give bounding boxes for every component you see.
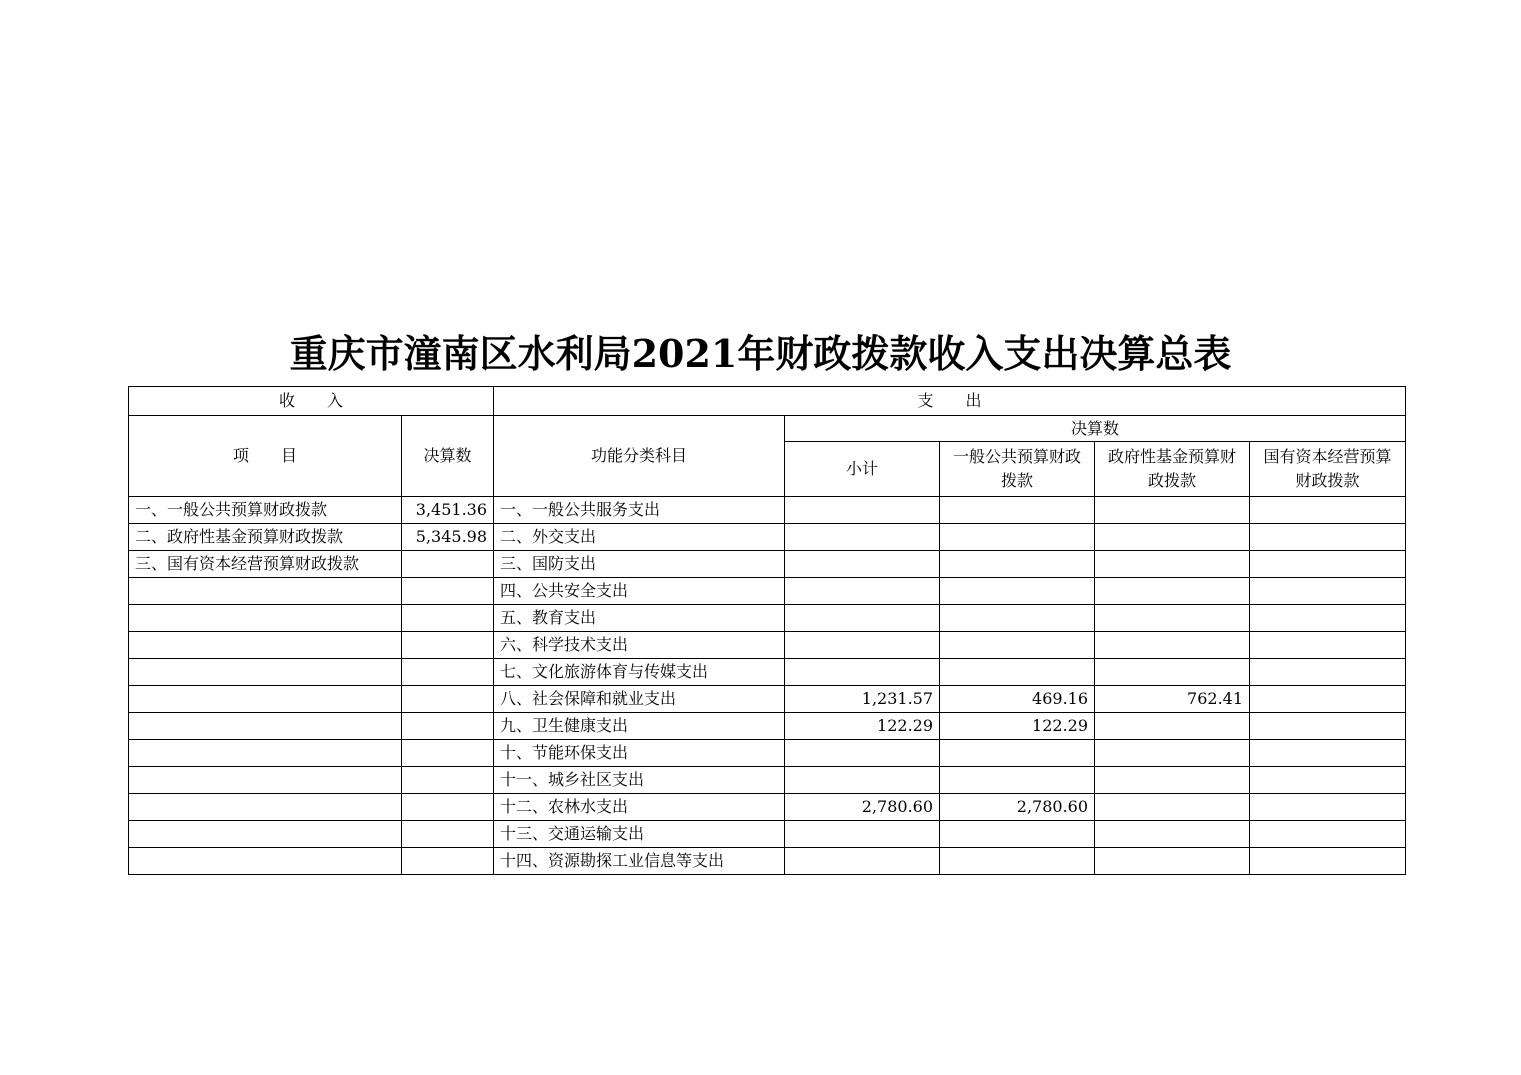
- header-row-2: [129, 416, 1406, 442]
- category-cell: 一、一般公共服务支出: [494, 497, 785, 524]
- category-cell: 四、公共安全支出: [494, 578, 785, 605]
- gov-fund-cell: 762.41: [1095, 686, 1250, 713]
- gov-fund-cell: [1095, 605, 1250, 632]
- category-cell: 六、科学技术支出: [494, 632, 785, 659]
- income-amount-cell: [402, 848, 494, 875]
- gov-fund-cell: [1095, 632, 1250, 659]
- income-item-cell: [129, 767, 402, 794]
- income-item-cell: 一、一般公共预算财政拨款: [129, 497, 402, 524]
- expense-header: 支 出: [494, 387, 1406, 416]
- general-budget-cell: [940, 578, 1095, 605]
- table-row: [129, 848, 1406, 875]
- category-cell: 二、外交支出: [494, 524, 785, 551]
- income-amount-cell: [402, 659, 494, 686]
- general-budget-cell: [940, 605, 1095, 632]
- income-amount-cell: [402, 713, 494, 740]
- gov-fund-cell: [1095, 848, 1250, 875]
- subtotal-cell: [785, 551, 940, 578]
- table-row: [129, 659, 1406, 686]
- general-budget-cell: [940, 767, 1095, 794]
- final-amount-header: 决算数: [785, 416, 1406, 442]
- income-amount-cell: [402, 740, 494, 767]
- gov-fund-cell: [1095, 659, 1250, 686]
- general-budget-cell: [940, 551, 1095, 578]
- general-budget-cell: 469.16: [940, 686, 1095, 713]
- income-item-cell: [129, 686, 402, 713]
- income-item-cell: [129, 632, 402, 659]
- income-item-cell: [129, 821, 402, 848]
- category-cell: 十四、资源勘探工业信息等支出: [494, 848, 785, 875]
- subtotal-cell: 122.29: [785, 713, 940, 740]
- table-row: [129, 740, 1406, 767]
- state-capital-cell: [1250, 821, 1406, 848]
- state-capital-cell: [1250, 497, 1406, 524]
- subtotal-cell: [785, 497, 940, 524]
- table-row: [129, 632, 1406, 659]
- gov-fund-cell: [1095, 578, 1250, 605]
- general-budget-cell: 2,780.60: [940, 794, 1095, 821]
- income-item-cell: [129, 605, 402, 632]
- general-budget-cell: [940, 632, 1095, 659]
- state-capital-cell: [1250, 713, 1406, 740]
- table-row: [129, 767, 1406, 794]
- table-row: [129, 821, 1406, 848]
- function-category-header: 功能分类科目: [494, 416, 785, 497]
- state-capital-cell: [1250, 605, 1406, 632]
- state-capital-cell: [1250, 740, 1406, 767]
- income-amount-cell: [402, 551, 494, 578]
- gov-fund-cell: [1095, 551, 1250, 578]
- gov-fund-cell: [1095, 524, 1250, 551]
- category-cell: 十一、城乡社区支出: [494, 767, 785, 794]
- table-row: [129, 497, 1406, 524]
- subtotal-cell: [785, 740, 940, 767]
- income-item-cell: [129, 740, 402, 767]
- gov-fund-cell: [1095, 821, 1250, 848]
- subtotal-cell: 1,231.57: [785, 686, 940, 713]
- page-title: 重庆市潼南区水利局2021年财政拨款收入支出决算总表: [289, 331, 1232, 376]
- subtotal-cell: [785, 605, 940, 632]
- subtotal-cell: [785, 578, 940, 605]
- income-item-cell: [129, 659, 402, 686]
- state-capital-budget-header: 国有资本经营预算财政拨款: [1250, 442, 1406, 497]
- state-capital-cell: [1250, 578, 1406, 605]
- item-header: 项 目: [129, 416, 402, 497]
- income-amount-cell: [402, 632, 494, 659]
- table-row: [129, 578, 1406, 605]
- income-amount-cell: 3,451.36: [402, 497, 494, 524]
- subtotal-cell: [785, 632, 940, 659]
- income-amount-cell: [402, 578, 494, 605]
- general-budget-cell: [940, 821, 1095, 848]
- category-cell: 七、文化旅游体育与传媒支出: [494, 659, 785, 686]
- header-row-1: [129, 387, 1406, 416]
- income-item-cell: [129, 578, 402, 605]
- table-row: [129, 605, 1406, 632]
- subtotal-header: 小计: [785, 442, 940, 497]
- state-capital-cell: [1250, 551, 1406, 578]
- subtotal-cell: [785, 848, 940, 875]
- category-cell: 十、节能环保支出: [494, 740, 785, 767]
- category-cell: 九、卫生健康支出: [494, 713, 785, 740]
- general-budget-cell: [940, 524, 1095, 551]
- subtotal-cell: [785, 821, 940, 848]
- income-amount-cell: [402, 686, 494, 713]
- state-capital-cell: [1250, 632, 1406, 659]
- table-row: [129, 713, 1406, 740]
- gov-fund-cell: [1095, 497, 1250, 524]
- income-amount-cell: [402, 821, 494, 848]
- state-capital-cell: [1250, 794, 1406, 821]
- subtotal-cell: [785, 659, 940, 686]
- state-capital-cell: [1250, 767, 1406, 794]
- income-amount-cell: [402, 794, 494, 821]
- gov-fund-cell: [1095, 794, 1250, 821]
- state-capital-cell: [1250, 686, 1406, 713]
- gov-fund-cell: [1095, 713, 1250, 740]
- amount-header: 决算数: [402, 416, 494, 497]
- income-item-cell: 二、政府性基金预算财政拨款: [129, 524, 402, 551]
- table-row: [129, 551, 1406, 578]
- general-budget-cell: [940, 659, 1095, 686]
- income-amount-cell: [402, 767, 494, 794]
- general-budget-cell: [940, 740, 1095, 767]
- income-amount-cell: 5,345.98: [402, 524, 494, 551]
- table-row: [129, 524, 1406, 551]
- table-row: [129, 686, 1406, 713]
- general-budget-cell: 122.29: [940, 713, 1095, 740]
- state-capital-cell: [1250, 524, 1406, 551]
- subtotal-cell: 2,780.60: [785, 794, 940, 821]
- category-cell: 三、国防支出: [494, 551, 785, 578]
- category-cell: 十二、农林水支出: [494, 794, 785, 821]
- category-cell: 十三、交通运输支出: [494, 821, 785, 848]
- budget-table: [128, 386, 1406, 875]
- category-cell: 八、社会保障和就业支出: [494, 686, 785, 713]
- category-cell: 五、教育支出: [494, 605, 785, 632]
- general-budget-header: 一般公共预算财政拨款: [940, 442, 1095, 497]
- income-item-cell: [129, 794, 402, 821]
- subtotal-cell: [785, 767, 940, 794]
- income-item-cell: [129, 713, 402, 740]
- income-item-cell: [129, 848, 402, 875]
- gov-fund-budget-header: 政府性基金预算财政拨款: [1095, 442, 1250, 497]
- general-budget-cell: [940, 497, 1095, 524]
- subtotal-cell: [785, 524, 940, 551]
- gov-fund-cell: [1095, 740, 1250, 767]
- general-budget-cell: [940, 848, 1095, 875]
- income-amount-cell: [402, 605, 494, 632]
- gov-fund-cell: [1095, 767, 1250, 794]
- state-capital-cell: [1250, 659, 1406, 686]
- state-capital-cell: [1250, 848, 1406, 875]
- table-row: [129, 794, 1406, 821]
- income-header: 收 入: [129, 387, 494, 416]
- income-item-cell: 三、国有资本经营预算财政拨款: [129, 551, 402, 578]
